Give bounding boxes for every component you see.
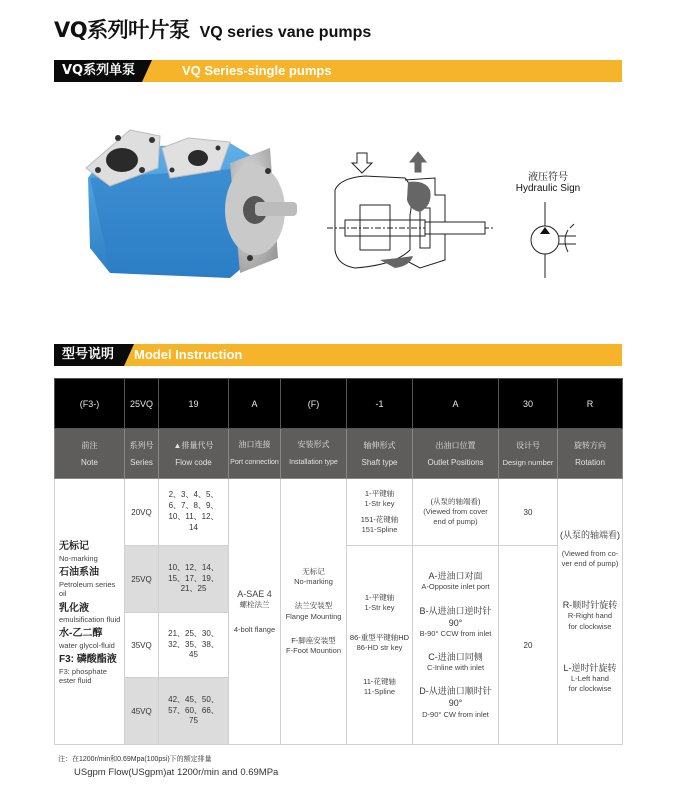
- flow-code-cell: 10、12、14、15、17、19、21、25: [159, 546, 229, 613]
- pump-cross-section-diagram: [325, 150, 495, 285]
- title-zh: VQ系列叶片泵: [54, 18, 190, 42]
- footnote-zh: 注：在1200r/min和0.69Mpa(100psi)下的额定排量: [58, 756, 212, 763]
- header-outlet-positions: 出油口位置 Outlet Positions: [413, 429, 499, 479]
- model-instruction-table: [54, 378, 623, 745]
- code-rotation: R: [558, 379, 623, 429]
- table-row: [55, 479, 623, 546]
- header-shaft-type: 轴伸形式 Shaft type: [347, 429, 413, 479]
- section-label-en: VQ Series-single pumps: [182, 63, 332, 78]
- page-title: [54, 14, 371, 44]
- header-design-number: 设计号 Design number: [499, 429, 558, 479]
- header-series: 系列号 Series: [125, 429, 159, 479]
- port-connection-cell: A-SAE 4 螺栓法兰 4-bolt flange: [229, 479, 281, 745]
- note-cell: 无标记 No-marking 石油系油 Petroleum series oil 乳化液 emulsification fluid 水-乙二醇 water glycol-fluid F3: 磷酸酯液 F3: phosphate ester fluid: [55, 479, 125, 745]
- flow-code-cell: 42、45、50、57、60、66、75: [159, 678, 229, 745]
- code-outlet: A: [413, 379, 499, 429]
- hydraulic-sign-label: 液压符号 Hydraulic Sign: [515, 172, 581, 194]
- header-rotation: 旋转方向 Rotation: [558, 429, 623, 479]
- outlet-position-cell-bottom: A-进油口对面 A-Opposite inlet port B-从进油口逆时针90° B-90° CCW from inlet C-进油口同侧 C-Inline with inlet D-从进油口顺时针90° D-90° CW from inlet: [413, 546, 499, 745]
- title-en: VQ series vane pumps: [199, 24, 372, 41]
- code-shaft: -1: [347, 379, 413, 429]
- hydraulic-pump-symbol-icon: [520, 200, 580, 280]
- header-flow-code: ▲排量代号 Flow code: [159, 429, 229, 479]
- code-series: 25VQ: [125, 379, 159, 429]
- header-port-connection: 油口连接 Port connection: [229, 429, 281, 479]
- section-banner-model-instruction: [54, 344, 622, 366]
- pump-product-image: [80, 108, 300, 288]
- code-port: A: [229, 379, 281, 429]
- model-code-row: [55, 379, 623, 429]
- footnote-en: USgpm Flow(USgpm)at 1200r/min and 0.69MPa: [74, 767, 279, 778]
- shaft-type-cell-bottom: 1-平键轴 1-Str key 86-重型平键轴HD 86-HD str key 11-花键轴 11-Spline: [347, 546, 413, 745]
- header-installation-type: 安装形式 Installation type: [281, 429, 347, 479]
- flow-code-cell: 21、25、30、32、35、38、45: [159, 613, 229, 678]
- design-number-cell-bottom: 20: [499, 546, 558, 745]
- section-label-zh: VQ系列单泵: [54, 60, 142, 82]
- outlet-position-cell-top: (从泵的轴端看) (Viewed from cover end of pump): [413, 479, 499, 546]
- section-label-zh: 型号说明: [54, 344, 124, 366]
- code-design: 30: [499, 379, 558, 429]
- flow-code-cell: 2、3、4、5、6、7、8、9、10、11、12、14: [159, 479, 229, 546]
- design-number-cell-top: 30: [499, 479, 558, 546]
- shaft-type-cell-top: 1-平键轴 1-Str key 151-花键轴 151-Spline: [347, 479, 413, 546]
- footnote: [58, 754, 278, 778]
- header-note: 前注 Note: [55, 429, 125, 479]
- rotation-cell: (从泵的轴端看) (Viewed from co-ver end of pump) R-顺时针旋转 R-Right hand for clockwise L-逆时针旋转 L-Left hand for clockwise: [558, 479, 623, 745]
- installation-type-cell: 无标记 No-marking 法兰安装型 Flange Mounting F-脚座安装型 F-Foot Mountion: [281, 479, 347, 745]
- series-cell: 45VQ: [125, 678, 159, 745]
- code-installation: (F): [281, 379, 347, 429]
- series-cell: 20VQ: [125, 479, 159, 546]
- code-flow: 19: [159, 379, 229, 429]
- series-cell: 35VQ: [125, 613, 159, 678]
- section-banner-single-pumps: [54, 60, 622, 82]
- series-cell: 25VQ: [125, 546, 159, 613]
- section-label-en: Model Instruction: [134, 347, 243, 362]
- column-header-row: [55, 429, 623, 479]
- code-note: (F3-): [55, 379, 125, 429]
